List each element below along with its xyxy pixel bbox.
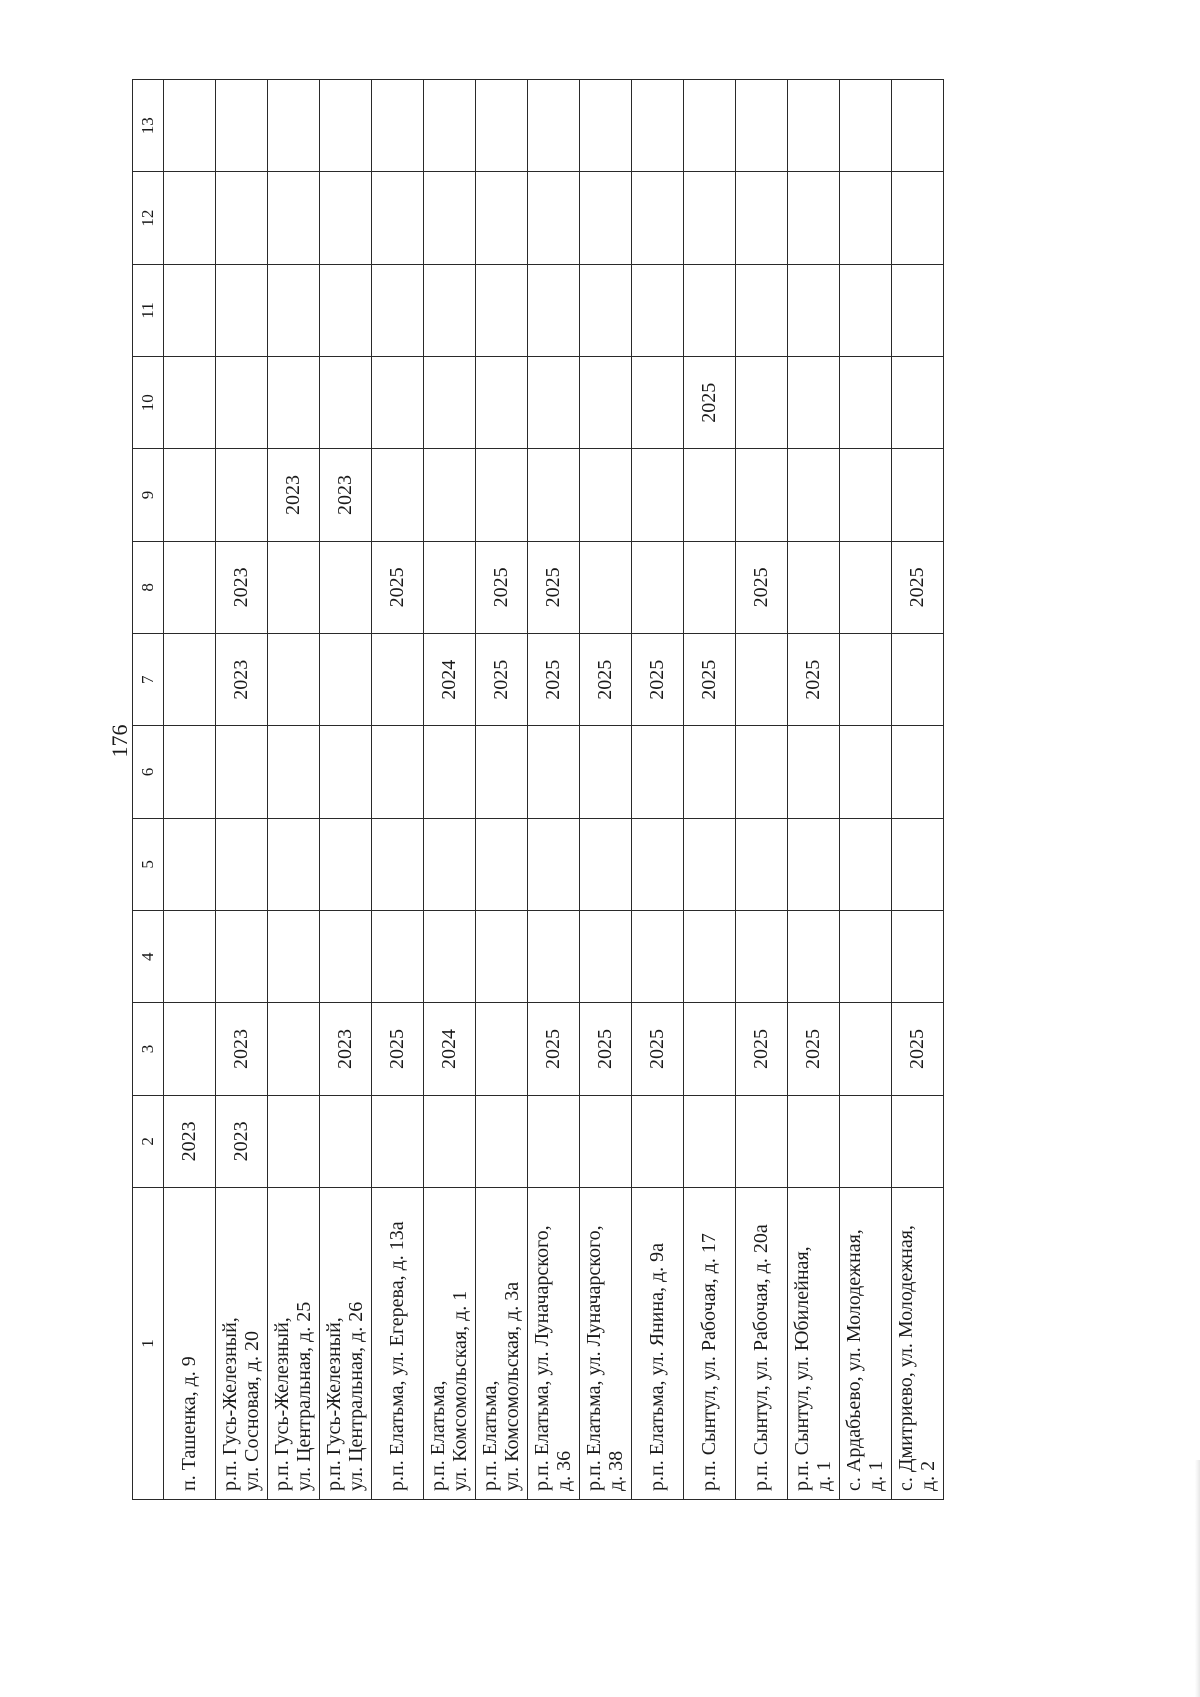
table-row [424, 80, 476, 1500]
year-cell [216, 911, 268, 1003]
year-cell [268, 357, 320, 449]
address-cell: р.п. Сынтул, ул. Юбилейная, д. 1 [788, 1188, 840, 1500]
address-cell: п. Ташенка, д. 9 [164, 1188, 216, 1500]
year-cell: 2025 [736, 541, 788, 633]
year-cell [788, 541, 840, 633]
year-cell: 2023 [268, 449, 320, 541]
year-cell [528, 726, 580, 818]
year-cell [268, 172, 320, 264]
table-row [580, 80, 632, 1500]
year-cell [840, 80, 892, 172]
year-cell [320, 726, 372, 818]
year-cell [476, 726, 528, 818]
column-header-10: 10 [133, 357, 164, 449]
table-row [216, 80, 268, 1500]
year-cell [580, 818, 632, 910]
address-cell: р.п. Елатьма, ул. Егерева, д. 13а [372, 1188, 424, 1500]
year-cell [372, 172, 424, 264]
year-cell [580, 1095, 632, 1187]
year-cell [320, 541, 372, 633]
year-cell: 2025 [476, 634, 528, 726]
rotated-table-container [132, 79, 944, 1500]
column-header-6: 6 [133, 726, 164, 818]
address-cell: р.п. Сынтул, ул. Рабочая, д. 20а [736, 1188, 788, 1500]
year-cell [736, 818, 788, 910]
year-cell [788, 357, 840, 449]
year-cell: 2025 [528, 541, 580, 633]
year-cell [372, 726, 424, 818]
year-cell [736, 172, 788, 264]
year-cell: 2023 [216, 541, 268, 633]
year-cell: 2025 [580, 634, 632, 726]
year-cell [320, 357, 372, 449]
year-cell [320, 80, 372, 172]
year-cell: 2025 [528, 1003, 580, 1095]
year-cell: 2025 [580, 1003, 632, 1095]
year-cell: 2024 [424, 634, 476, 726]
year-cell [684, 449, 736, 541]
header-row [133, 80, 164, 1500]
year-cell [216, 264, 268, 356]
year-cell [268, 80, 320, 172]
year-cell [528, 818, 580, 910]
year-cell [632, 449, 684, 541]
year-cell [788, 264, 840, 356]
year-cell [424, 541, 476, 633]
schedule-table [132, 79, 944, 1500]
column-header-13: 13 [133, 80, 164, 172]
year-cell [892, 449, 944, 541]
year-cell [684, 264, 736, 356]
column-header-2: 2 [133, 1095, 164, 1187]
year-cell [424, 80, 476, 172]
year-cell: 2023 [216, 1095, 268, 1187]
address-cell: р.п. Елатьма, ул. Луначарского, д. 38 [580, 1188, 632, 1500]
year-cell [216, 449, 268, 541]
table-row [372, 80, 424, 1500]
year-cell [736, 80, 788, 172]
year-cell [424, 264, 476, 356]
year-cell [476, 818, 528, 910]
table-row [788, 80, 840, 1500]
year-cell [424, 726, 476, 818]
year-cell [476, 911, 528, 1003]
year-cell: 2025 [372, 1003, 424, 1095]
year-cell [840, 634, 892, 726]
year-cell [320, 634, 372, 726]
year-cell: 2025 [528, 634, 580, 726]
year-cell [632, 172, 684, 264]
address-cell: р.п. Гусь-Железный, ул. Центральная, д. 26 [320, 1188, 372, 1500]
year-cell [840, 172, 892, 264]
year-cell: 2023 [216, 1003, 268, 1095]
year-cell [164, 726, 216, 818]
year-cell [424, 818, 476, 910]
year-cell: 2025 [684, 634, 736, 726]
year-cell [320, 264, 372, 356]
table-row [476, 80, 528, 1500]
year-cell [268, 634, 320, 726]
year-cell [164, 911, 216, 1003]
year-cell [632, 818, 684, 910]
column-header-9: 9 [133, 449, 164, 541]
year-cell: 2023 [320, 1003, 372, 1095]
year-cell [424, 911, 476, 1003]
scan-edge-shadow [1195, 1460, 1200, 1697]
year-cell [840, 911, 892, 1003]
year-cell [164, 172, 216, 264]
year-cell [788, 818, 840, 910]
year-cell [632, 264, 684, 356]
year-cell [528, 449, 580, 541]
year-cell [840, 449, 892, 541]
table-row [632, 80, 684, 1500]
year-cell [840, 1003, 892, 1095]
year-cell [164, 357, 216, 449]
year-cell [164, 264, 216, 356]
year-cell [892, 264, 944, 356]
year-cell [476, 449, 528, 541]
year-cell [788, 449, 840, 541]
year-cell [476, 1003, 528, 1095]
year-cell [528, 911, 580, 1003]
year-cell [892, 911, 944, 1003]
column-header-8: 8 [133, 541, 164, 633]
year-cell [684, 172, 736, 264]
year-cell [892, 634, 944, 726]
year-cell [788, 726, 840, 818]
year-cell: 2025 [632, 634, 684, 726]
year-cell [840, 726, 892, 818]
year-cell [268, 1003, 320, 1095]
year-cell [892, 172, 944, 264]
column-header-4: 4 [133, 911, 164, 1003]
year-cell: 2023 [164, 1095, 216, 1187]
year-cell [736, 634, 788, 726]
year-cell [632, 541, 684, 633]
year-cell [736, 264, 788, 356]
year-cell [268, 541, 320, 633]
year-cell [684, 1003, 736, 1095]
year-cell: 2023 [320, 449, 372, 541]
table-row [268, 80, 320, 1500]
table-row [320, 80, 372, 1500]
year-cell [580, 80, 632, 172]
year-cell [216, 818, 268, 910]
year-cell [372, 1095, 424, 1187]
year-cell [580, 172, 632, 264]
year-cell [632, 726, 684, 818]
year-cell [320, 818, 372, 910]
year-cell [268, 264, 320, 356]
year-cell [528, 357, 580, 449]
year-cell [788, 1095, 840, 1187]
year-cell [840, 541, 892, 633]
year-cell [840, 264, 892, 356]
year-cell [632, 911, 684, 1003]
year-cell [268, 726, 320, 818]
table-row [736, 80, 788, 1500]
year-cell [476, 357, 528, 449]
year-cell: 2025 [736, 1003, 788, 1095]
column-header-3: 3 [133, 1003, 164, 1095]
year-cell [684, 1095, 736, 1187]
year-cell [216, 172, 268, 264]
year-cell [164, 818, 216, 910]
address-cell: р.п. Елатьма, ул. Луначарского, д. 36 [528, 1188, 580, 1500]
year-cell [840, 818, 892, 910]
year-cell [684, 911, 736, 1003]
address-cell: р.п. Гусь-Железный, ул. Сосновая, д. 20 [216, 1188, 268, 1500]
year-cell: 2025 [788, 634, 840, 726]
year-cell: 2024 [424, 1003, 476, 1095]
year-cell: 2025 [372, 541, 424, 633]
year-cell [684, 80, 736, 172]
year-cell: 2025 [892, 1003, 944, 1095]
year-cell [476, 264, 528, 356]
year-cell [164, 541, 216, 633]
year-cell [736, 357, 788, 449]
address-cell: р.п. Сынтул, ул. Рабочая, д. 17 [684, 1188, 736, 1500]
year-cell [580, 911, 632, 1003]
table-row [684, 80, 736, 1500]
year-cell [580, 264, 632, 356]
column-header-12: 12 [133, 172, 164, 264]
year-cell [164, 80, 216, 172]
year-cell [372, 449, 424, 541]
address-cell: с. Дмитриево, ул. Молодежная, д. 2 [892, 1188, 944, 1500]
year-cell [372, 634, 424, 726]
year-cell [580, 449, 632, 541]
year-cell: 2025 [632, 1003, 684, 1095]
address-cell: р.п. Елатьма, ул. Комсомольская, д. 3а [476, 1188, 528, 1500]
column-header-1: 1 [133, 1188, 164, 1500]
year-cell [788, 172, 840, 264]
year-cell [268, 818, 320, 910]
year-cell [216, 80, 268, 172]
year-cell [632, 80, 684, 172]
year-cell [476, 1095, 528, 1187]
address-cell: р.п. Елатьма, ул. Комсомольская, д. 1 [424, 1188, 476, 1500]
column-header-7: 7 [133, 634, 164, 726]
year-cell [372, 80, 424, 172]
year-cell [164, 1003, 216, 1095]
year-cell [632, 357, 684, 449]
year-cell [164, 449, 216, 541]
year-cell [684, 818, 736, 910]
year-cell: 2025 [476, 541, 528, 633]
year-cell [840, 357, 892, 449]
year-cell [372, 818, 424, 910]
year-cell [268, 1095, 320, 1187]
year-cell [892, 1095, 944, 1187]
year-cell [164, 634, 216, 726]
year-cell [528, 172, 580, 264]
address-cell: с. Ардабьево, ул. Молодежная, д. 1 [840, 1188, 892, 1500]
year-cell [424, 449, 476, 541]
year-cell [476, 80, 528, 172]
year-cell [892, 726, 944, 818]
page-number: 176 [107, 724, 132, 758]
year-cell [736, 911, 788, 1003]
year-cell [216, 726, 268, 818]
year-cell [424, 357, 476, 449]
year-cell [528, 264, 580, 356]
year-cell [268, 911, 320, 1003]
year-cell [892, 818, 944, 910]
year-cell [736, 449, 788, 541]
year-cell [736, 726, 788, 818]
year-cell [840, 1095, 892, 1187]
year-cell [684, 726, 736, 818]
year-cell [632, 1095, 684, 1187]
year-cell [788, 911, 840, 1003]
year-cell [216, 357, 268, 449]
year-cell [320, 1095, 372, 1187]
year-cell [580, 726, 632, 818]
year-cell: 2025 [684, 357, 736, 449]
column-header-5: 5 [133, 818, 164, 910]
year-cell [372, 357, 424, 449]
year-cell [372, 911, 424, 1003]
year-cell: 2025 [788, 1003, 840, 1095]
table-body [164, 80, 944, 1500]
year-cell: 2023 [216, 634, 268, 726]
column-header-11: 11 [133, 264, 164, 356]
year-cell [684, 541, 736, 633]
year-cell [580, 357, 632, 449]
year-cell [736, 1095, 788, 1187]
address-cell: р.п. Гусь-Железный, ул. Центральная, д. 25 [268, 1188, 320, 1500]
year-cell [892, 357, 944, 449]
year-cell [892, 80, 944, 172]
year-cell [528, 1095, 580, 1187]
year-cell [424, 172, 476, 264]
year-cell [424, 1095, 476, 1187]
table-row [840, 80, 892, 1500]
year-cell [320, 911, 372, 1003]
address-cell: р.п. Елатьма, ул. Янина, д. 9а [632, 1188, 684, 1500]
year-cell [476, 172, 528, 264]
year-cell [580, 541, 632, 633]
year-cell [788, 80, 840, 172]
year-cell [528, 80, 580, 172]
year-cell: 2025 [892, 541, 944, 633]
table-row [164, 80, 216, 1500]
year-cell [372, 264, 424, 356]
table-row [892, 80, 944, 1500]
table-row [528, 80, 580, 1500]
year-cell [320, 172, 372, 264]
